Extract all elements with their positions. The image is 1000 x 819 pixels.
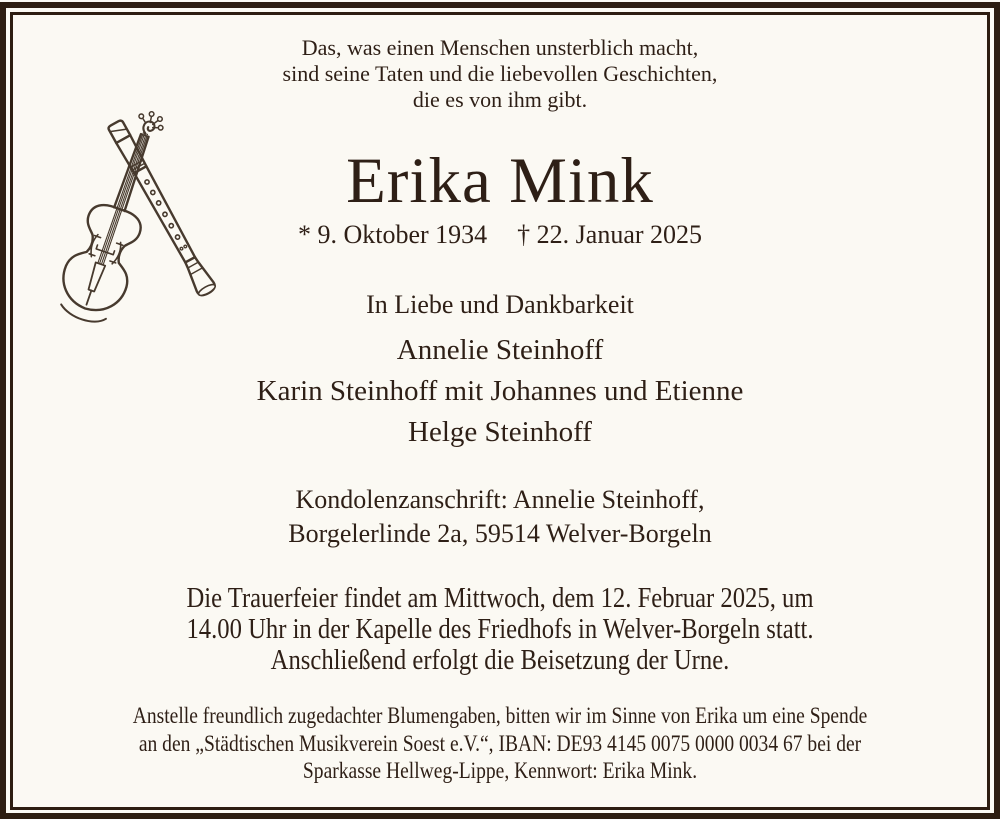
donation-request <box>86 702 914 785</box>
mourner-name: Karin Steinhoff mit Johannes und Etienne <box>256 375 744 407</box>
mourner-name: Helge Steinhoff <box>408 416 592 448</box>
funeral-line: Die Trauerfeier findet am Mittwoch, dem 12. Februar 2025, um <box>186 582 814 614</box>
life-dates <box>13 220 987 250</box>
mourners-list <box>13 330 987 453</box>
condolence-line: Kondolenzanschrift: Annelie Steinhoff, <box>295 485 705 514</box>
epitaph-quote <box>13 15 987 113</box>
funeral-details <box>86 583 914 676</box>
mourner-name: Annelie Steinhoff <box>396 334 604 366</box>
birth-date: * 9. Oktober 1934 <box>297 220 488 249</box>
obituary-content <box>13 15 987 807</box>
epitaph-line: sind seine Taten und die liebevollen Geschichten, <box>282 61 718 86</box>
funeral-line: 14.00 Uhr in der Kapelle des Friedhofs in Welver-Borgeln statt. <box>186 613 814 645</box>
donation-line: an den „Städtischen Musikverein Soest e.V.“, IBAN: DE93 4145 0075 0000 0034 67 bei der <box>138 730 862 756</box>
funeral-line: Anschließend erfolgt die Beisetzung der Urne. <box>270 644 730 676</box>
deceased-name: Erika Mink <box>346 145 654 217</box>
donation-line: Sparkasse Hellweg-Lippe, Kennwort: Erika Mink. <box>302 758 698 783</box>
donation-line: Anstelle freundlich zugedachter Blumengaben, bitten wir im Sinne von Erika um eine Spende <box>132 703 868 728</box>
epitaph-line: die es von ihm gibt. <box>412 87 588 112</box>
condolence-line: Borgelerlinde 2a, 59514 Welver-Borgeln <box>288 519 712 548</box>
condolence-address <box>13 483 987 551</box>
epitaph-line: Das, was einen Menschen unsterblich macht, <box>301 35 699 60</box>
tribute-line: In Liebe und Dankbarkeit <box>366 290 634 319</box>
death-date: † 22. Januar 2025 <box>517 220 703 249</box>
